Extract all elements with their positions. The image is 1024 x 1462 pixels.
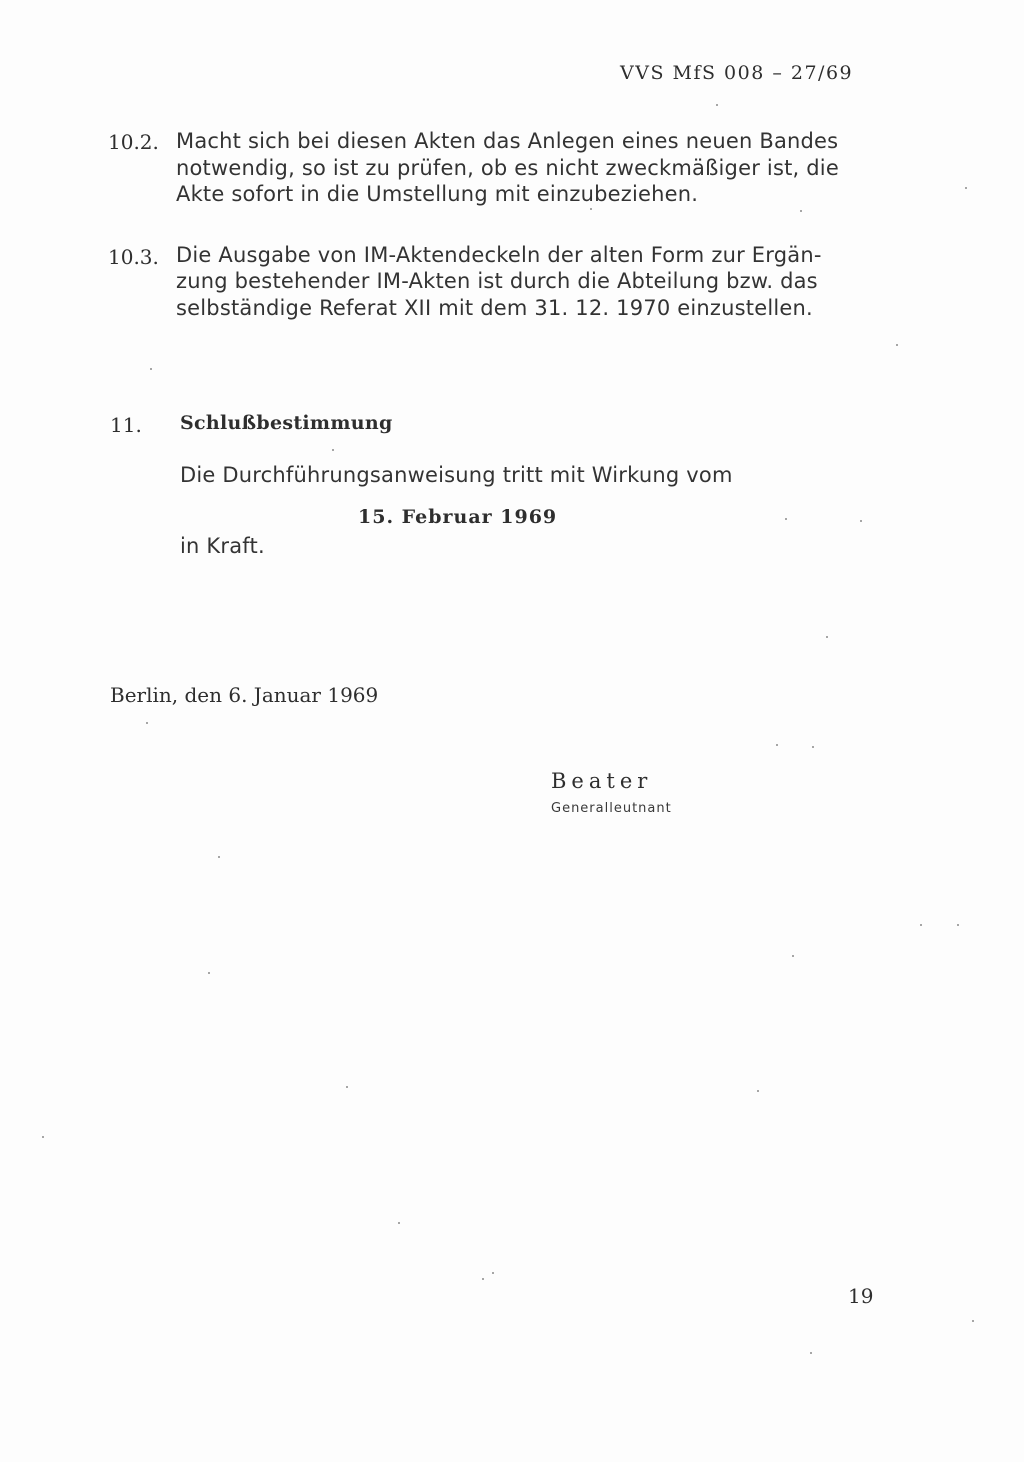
section-number-10-3: 10.3. [108,245,159,269]
scan-speck [398,1222,400,1224]
scan-speck [785,518,787,520]
section-10-2-line-2: notwendig, so ist zu prüfen, ob es nicht zweckmäßiger ist, die [176,156,839,180]
scan-speck [346,1086,348,1088]
scan-speck [146,722,148,724]
scan-speck [150,368,152,370]
section-10-3-line-1: Die Ausgabe von IM-Aktendeckeln der alten Form zur Ergän- [176,243,822,267]
scan-speck [776,744,778,746]
scan-speck [332,449,334,451]
signatory-name: Beater [551,769,653,793]
scan-speck [42,1136,44,1138]
scan-speck [218,856,220,858]
section-number-10-2: 10.2. [108,130,159,154]
section-number-11: 11. [110,413,142,437]
section-10-2-line-1: Macht sich bei diesen Akten das Anlegen eines neuen Bandes [176,129,839,153]
scan-speck [812,746,814,748]
section-10-2-line-3: Akte sofort in die Umstellung mit einzubeziehen. [176,182,699,206]
scan-speck [716,104,718,106]
scan-speck [492,1272,494,1274]
place-and-date: Berlin, den 6. Januar 1969 [110,683,379,707]
scan-speck [800,210,802,212]
scan-speck [482,1278,484,1280]
scan-speck [920,924,922,926]
scan-speck [826,636,828,638]
scan-speck [810,1352,812,1354]
scan-speck [860,520,862,522]
scan-speck [972,1320,974,1322]
scan-speck [590,208,592,210]
scan-speck [757,1090,759,1092]
scan-speck [792,955,794,957]
closing-heading: Schlußbestimmung [180,412,393,434]
signatory-rank: Generalleutnant [551,801,672,816]
closing-intro: Die Durchführungsanweisung tritt mit Wirkung vom [180,463,733,487]
closing-outro: in Kraft. [180,534,265,558]
scan-speck [957,924,959,926]
scan-speck [896,344,898,346]
effective-date: 15. Februar 1969 [358,506,558,528]
page-number: 19 [848,1284,874,1308]
section-10-3-line-3: selbständige Referat XII mit dem 31. 12. 1970 einzustellen. [176,296,813,320]
scan-speck [208,972,210,974]
document-reference: VVS MfS 008 – 27/69 [620,62,854,84]
section-10-3-line-2: zung bestehender IM-Akten ist durch die Abteilung bzw. das [176,269,818,293]
scan-speck [965,187,967,189]
